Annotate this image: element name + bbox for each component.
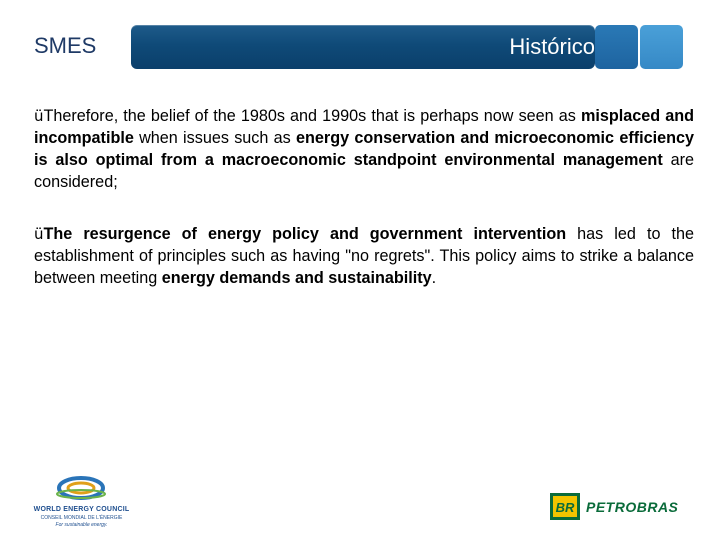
p1-segment: Therefore, the belief of the 1980s and 1990s that is perhaps now seen as (43, 107, 581, 125)
petrobras-br-mark: BR (555, 500, 575, 515)
header-square-dark (595, 25, 638, 69)
p1-segment: when issues such as (133, 129, 297, 147)
p2-segment: energy demands and sustainability (161, 269, 432, 287)
header-square-light (640, 25, 683, 69)
wec-subtitle: CONSEIL MONDIAL DE L'ÉNERGIE (40, 515, 123, 521)
bullet-paragraph-1 (34, 105, 694, 193)
p2-segment: The resurgence of energy policy and government intervention (43, 225, 567, 243)
petrobras-wordmark: PETROBRAS (586, 499, 679, 515)
wec-name: WORLD ENERGY COUNCIL (33, 506, 130, 513)
check-bullet-icon: ü (34, 107, 44, 125)
p2-segment: has led to the establishment of principles such as having "no regrets". This policy aims to strike a balance between meeting (34, 225, 695, 287)
p1-segment: energy conservation and microeconomic efficiency is also optimal from a macroeconomic standpoint environmental management (34, 129, 694, 169)
slide-content (34, 105, 694, 319)
slide-title: Histórico (509, 34, 595, 59)
header-bar (131, 25, 595, 69)
p1-segment: are considered; (34, 151, 694, 191)
check-bullet-icon: ü (34, 225, 44, 243)
p1-segment: misplaced and incompatible (34, 107, 694, 147)
bullet-paragraph-2 (34, 223, 694, 289)
wec-tagline: For sustainable energy. (55, 522, 108, 528)
p2-segment: . (431, 269, 437, 287)
petrobras-br-logo (550, 493, 580, 520)
section-label: SMES (34, 33, 97, 58)
